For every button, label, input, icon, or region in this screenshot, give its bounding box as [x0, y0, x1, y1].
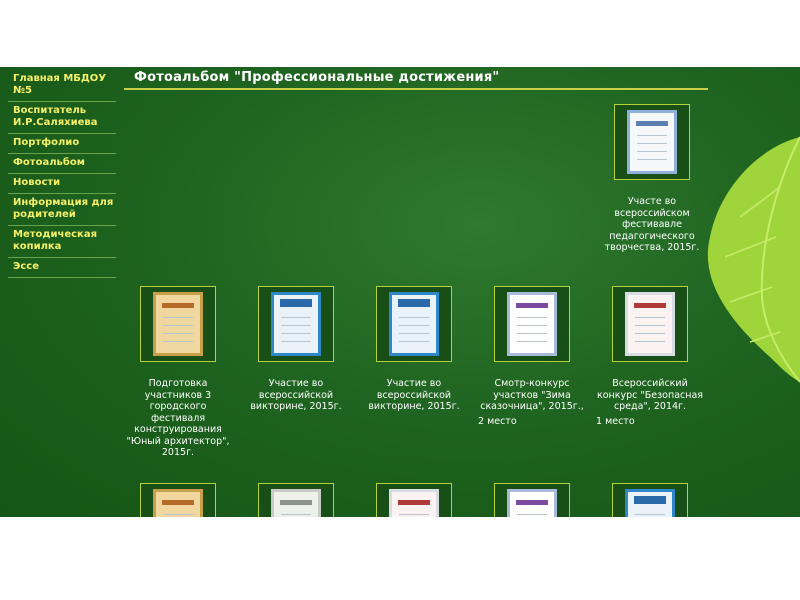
- certificate-thumbnail[interactable]: [140, 286, 216, 362]
- certificate-image: [625, 292, 675, 356]
- gallery-caption: Подготовка участников 3 городского фестиваля конструирования "Юный архитектор", 2015г.: [126, 378, 230, 458]
- gallery-item: [120, 483, 236, 517]
- gallery-item: [474, 483, 590, 517]
- gallery-item: [592, 286, 708, 427]
- certificate-thumbnail[interactable]: [140, 483, 216, 517]
- gallery-item: [238, 483, 354, 517]
- award-place: 1 место: [596, 415, 635, 427]
- page-title: Фотоальбом "Профессиональные достижения": [134, 70, 500, 85]
- gallery-caption: Участие во всероссийской викторине, 2015г.: [368, 378, 460, 412]
- certificate-thumbnail[interactable]: [612, 286, 688, 362]
- title-divider: [124, 88, 708, 90]
- certificate-image: [389, 489, 439, 517]
- certificate-image: [625, 489, 675, 517]
- nav-item-portfolio[interactable]: Портфолио: [8, 134, 116, 154]
- gallery-item: [356, 483, 472, 517]
- nav-item-parents-info[interactable]: Информация для родителей: [8, 194, 116, 226]
- certificate-thumbnail[interactable]: [494, 286, 570, 362]
- gallery-item: [474, 286, 590, 427]
- certificate-thumbnail[interactable]: [258, 483, 334, 517]
- nav-item-news[interactable]: Новости: [8, 174, 116, 194]
- nav-item-photoalbum[interactable]: Фотоальбом: [8, 154, 116, 174]
- certificate-image: [271, 292, 321, 356]
- nav-item-methodical[interactable]: Методическая копилка: [8, 226, 116, 258]
- certificate-image: [389, 292, 439, 356]
- certificate-image: [271, 489, 321, 517]
- gallery-item: [594, 104, 710, 254]
- gallery-item: [592, 483, 708, 517]
- gallery-caption: Участие во всероссийской викторине, 2015г.: [250, 378, 342, 412]
- award-place: 2 место: [478, 415, 517, 427]
- certificate-image: [627, 110, 677, 174]
- nav-item-home[interactable]: Главная МБДОУ №5: [8, 70, 116, 102]
- certificate-image: [507, 489, 557, 517]
- certificate-thumbnail[interactable]: [494, 483, 570, 517]
- nav-item-teacher[interactable]: Воспитатель И.Р.Саляхиева: [8, 102, 116, 134]
- page-body: [0, 67, 800, 517]
- certificate-thumbnail[interactable]: [612, 483, 688, 517]
- certificate-thumbnail[interactable]: [376, 483, 452, 517]
- certificate-thumbnail[interactable]: [614, 104, 690, 180]
- certificate-thumbnail[interactable]: [258, 286, 334, 362]
- certificate-image: [153, 292, 203, 356]
- certificate-thumbnail[interactable]: [376, 286, 452, 362]
- gallery-caption: Всероссийский конкурс "Безопасная среда", 2014г. 1 место: [592, 378, 708, 427]
- nav-item-essays[interactable]: Эссе: [8, 258, 116, 278]
- gallery-caption: Смотр-конкурс участков "Зима сказочница", 2015г., 2 место: [474, 378, 590, 427]
- gallery-item: [238, 286, 354, 413]
- certificate-image: [153, 489, 203, 517]
- gallery-item: [356, 286, 472, 413]
- gallery-caption: Участе во всероссийском фестивавле педагогического творчества, 2015г.: [604, 196, 700, 253]
- certificate-image: [507, 292, 557, 356]
- sidebar-nav: [8, 70, 116, 278]
- gallery-item: [120, 286, 236, 459]
